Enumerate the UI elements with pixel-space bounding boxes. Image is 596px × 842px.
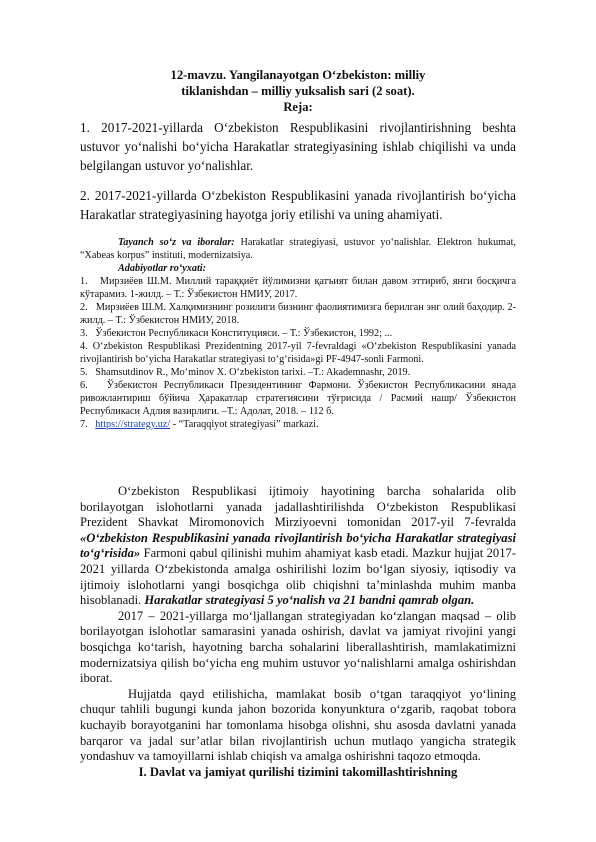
keywords-paragraph [80,236,516,262]
plan-item: 1. 2017-2021-yillarda O‘zbekiston Respublikasini rivojlantirishning beshta ustuvor yo‘nalishi bo‘yicha Harakatlar strategiyasining ishlab chiqilishi va unda belgilangan ustuvor yo‘nalishlar. [80,120,516,173]
plan-list [80,118,516,224]
body-paragraph-1 [80,484,516,609]
references-heading: Adabiyotlar ro‘yxati: [118,263,207,274]
plan-item: 2. 2017-2021-yillarda O‘zbekiston Respublikasini yanada rivojlantirish bo‘yicha Harakatlar strategiyasining hayotga joriy etilishi va uning ahamiyati. [80,188,516,222]
body-paragraph-2: 2017 – 2021-yillarga mo‘ljallangan strategiyadan ko‘zlangan maqsad – olib borilayotgan islohotlar samarasini yanada oshirish, davlat va jamiyat rivojini yangi bosqichga ko‘tarish, hayotning barcha sohalarini liberallashtirish, mamlakatimizni modernizatsiya qilish bo‘yicha eng muhim ustuvor yo‘nalishlarni amalga oshirishdan iborat. [80,608,516,686]
reference-link[interactable]: https://strategy.uz/ [95,419,171,430]
reference-item [80,418,516,431]
reference-item: 1. Мирзиёев Ш.М. Миллий тараққиёт йўлимизни қатъият билан давом эттириб, янги босқичга кўтарамиз. 1-жилд. – Т.: Ўзбекистон НМИУ, 2017. [80,276,516,300]
reference-text: - “Taraqqiyot strategiyasi” markazi. [170,419,319,430]
decree-title: «O‘zbekiston Respublikasini yanada rivojlantirish bo‘yicha Harakatlar strategiyasi to‘g‘risida» [80,530,516,561]
references-list [80,262,516,431]
keywords-label: Tayanch so‘z va iboralar: [118,237,235,248]
plan-heading: Reja: [283,100,313,114]
body-text [80,484,516,780]
reference-item: 3. Ўзбекистон Республикаси Конституцияси. – Т.: Ўзбекистон, 1992; ... [80,328,393,339]
document-title-line-2: tiklanishdan – milliy yuksalish sari (2 soat). [181,84,415,98]
body-text-run: Farmoni qabul qilinishi muhim ahamiyat kasb etadi. Mazkur hujjat 2017-2021 yillarda O‘zbekistonda amalga oshirilishi lozim bo‘lgan siyosiy, iqtisodiy va ijtimoiy islohotlarni yangi bosqichga olib chiqishni ta’minlashda muhim manba hisoblanadi. [80,546,516,608]
emphasis-text: Harakatlar strategiyasi 5 yo‘nalish va 21 bandni qamrab olgan. [144,593,475,608]
section-heading: I. Davlat va jamiyat qurilishi tizimini takomillashtirishning [138,764,458,779]
reference-item: 4. O‘zbekiston Respublikasi Prezidentning 2017-yil 7-fevraldagi «O‘zbekiston Respublikasini yanada rivojlantirish bo‘yicha Harakatlar strategiyasi to‘g‘risida»gi PF-4947-sonli Farmoni. [80,341,516,365]
document-title-line-1: 12-mavzu. Yangilanayotgan O‘zbekiston: milliy [170,68,426,82]
reference-number: 7. [80,419,96,430]
reference-item: 5. Shamsutdinov R., Mo‘minov X. O‘zbekiston tarixi. –T.: Akademnashr, 2019. [80,367,411,378]
reference-item: 6. Ўзбекистон Республикаси Президентининг Фармони. Ўзбекистон Республикасини янада ривожлантириш бўйича Ҳаракатлар стратегиясини тўғрисида / Расмий нашр/ Ўзбекистон Республикаси Адлия вазирлиги. –Т.: Адолат, 2018. – 112 б. [80,380,516,417]
reference-item: 2. Мирзиёев Ш.М. Халқимизнинг розилиги бизнинг фаолиятимизга берилган энг олий баҳодир. 2-жилд. – Т.: Ўзбекистон НМИУ, 2018. [80,302,516,326]
keywords-text: Harakatlar strategiyasi, ustuvor yo‘nalishlar. Elektron hukumat, “Xabeas korpus” instituti, modernizatsiya. [80,237,516,261]
body-paragraph-3: Hujjatda qayd etilishicha, mamlakat bosib o‘tgan taraqqiyot yo‘lining chuqur tahlili bugungi kunda jahon bozorida konyunktura o‘zgarib, raqobat tobora kuchayib borayotganini har tomonlama hisobga olishni, shu asosda davlatni yanada barqaror va jadal sur’atlar bilan rivojlantirish uchun mutlaqo yangicha strategik yondashuv va tamoyillarni ishlab chiqish va amalga oshirishni taqozo etmoqda. [80,686,516,764]
body-text-run: O‘zbekiston Respublikasi ijtimoiy hayotining barcha sohalarida olib borilayotgan islohotlarni yanada jadallashtirilishda O‘zbekiston Respublikasi Prezident Shavkat Miromonovich Mirziyoevni tomonidan 2017-yil 7-fevralda [80,484,516,530]
